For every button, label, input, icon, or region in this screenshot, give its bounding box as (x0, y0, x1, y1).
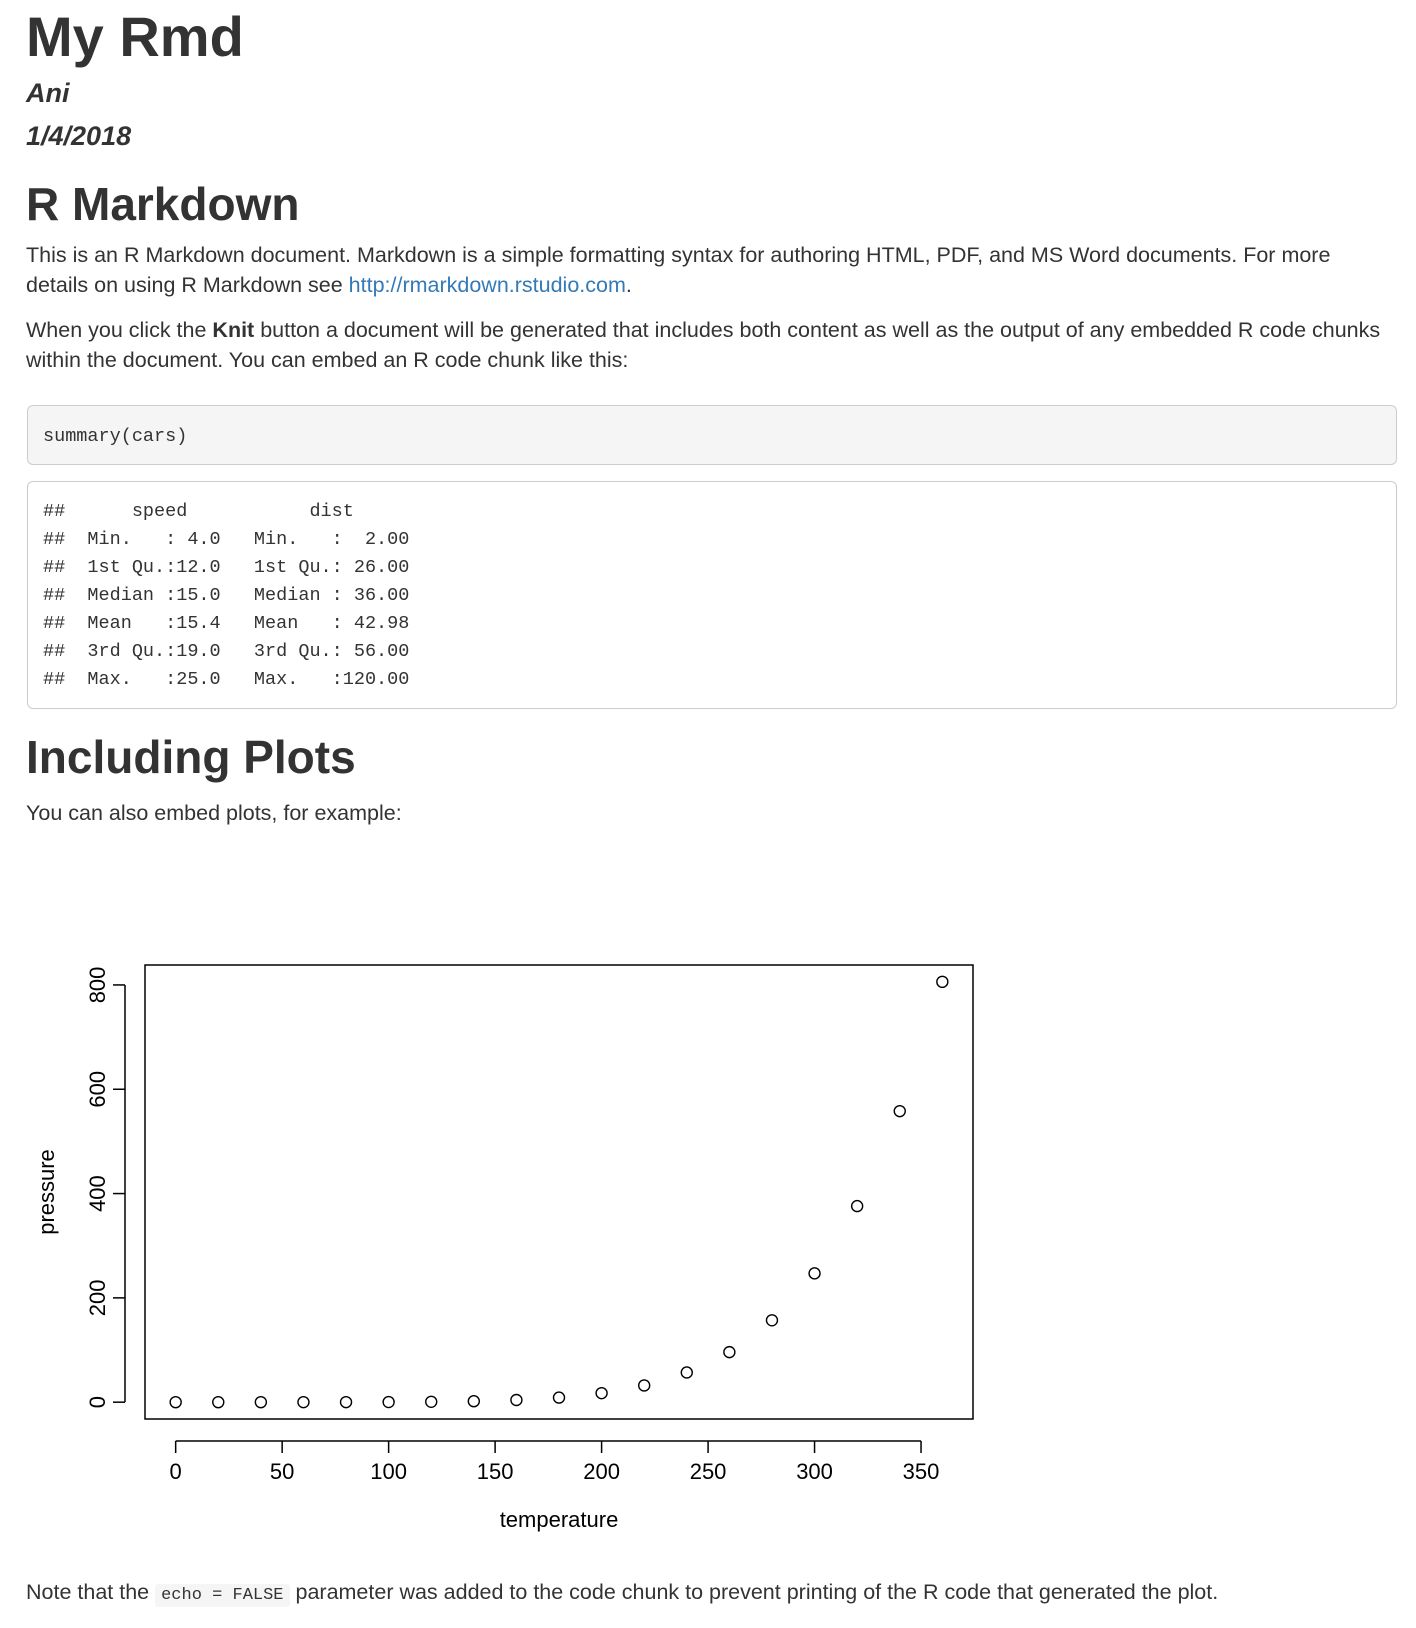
x-tick-label: 250 (689, 1459, 727, 1484)
data-point (341, 1397, 352, 1408)
section-heading-r-markdown: R Markdown (26, 178, 300, 230)
knit-bold-text: Knit (212, 318, 255, 342)
note-paragraph (26, 1577, 1386, 1611)
code-chunk-text: summary(cars) (43, 426, 188, 447)
intro-paragraph-end: . (625, 273, 632, 297)
data-point (766, 1315, 777, 1326)
output-line: ## speed dist (43, 501, 432, 522)
pressure-scatter-plot (0, 840, 1416, 1540)
data-point (213, 1397, 224, 1408)
y-axis (85, 967, 125, 1409)
data-point (554, 1392, 565, 1403)
data-point (468, 1396, 479, 1407)
data-point (809, 1268, 820, 1279)
plot-frame (145, 965, 973, 1419)
plots-intro-paragraph: You can also embed plots, for example: (26, 801, 402, 825)
knit-paragraph-end: button a document will be generated that includes both content as well as the output of any embedded R code chunks within the document. You can embed an R code chunk like this: (26, 318, 1381, 372)
echo-false-code: echo = FALSE (155, 1584, 289, 1607)
knit-paragraph-start: When you click the (26, 318, 213, 342)
x-tick-label: 150 (476, 1459, 514, 1484)
x-tick-label: 350 (902, 1459, 940, 1484)
data-points (170, 976, 948, 1407)
output-line: ## 1st Qu.:12.0 1st Qu.: 26.00 (43, 557, 432, 578)
knit-paragraph (26, 315, 1386, 375)
rmarkdown-link[interactable]: http://rmarkdown.rstudio.com (348, 273, 626, 297)
x-axis (170, 1441, 940, 1484)
x-tick-label: 50 (269, 1459, 295, 1484)
intro-paragraph-text: This is an R Markdown document. Markdown is a simple formatting syntax for authoring HTML, PDF, and MS Word documents. For more details on using R Markdown see (26, 243, 1331, 297)
document-date: 1/4/2018 (26, 121, 132, 151)
output-line: ## Max. :25.0 Max. :120.00 (43, 669, 432, 690)
x-tick-label: 0 (169, 1459, 182, 1484)
y-tick-label: 0 (85, 1396, 110, 1409)
y-axis-label: pressure (34, 1149, 59, 1235)
data-point (852, 1201, 863, 1212)
x-tick-label: 100 (370, 1459, 407, 1484)
x-tick-label: 300 (796, 1459, 833, 1484)
y-tick-label: 200 (85, 1279, 110, 1317)
note-end: parameter was added to the code chunk to prevent printing of the R code that generated the plot. (289, 1580, 1219, 1604)
note-start: Note that the (26, 1580, 156, 1604)
data-point (639, 1380, 650, 1391)
document-author: Ani (26, 78, 70, 108)
y-tick-label: 600 (85, 1070, 110, 1108)
data-point (383, 1397, 394, 1408)
x-axis-label: temperature (499, 1507, 619, 1532)
y-tick-label: 800 (85, 966, 110, 1004)
output-line: ## Median :15.0 Median : 36.00 (43, 585, 432, 606)
output-line: ## Mean :15.4 Mean : 42.98 (43, 613, 432, 634)
data-point (937, 976, 948, 987)
data-point (681, 1367, 692, 1378)
data-point (426, 1396, 437, 1407)
code-chunk-source (27, 405, 1397, 465)
code-chunk-output (27, 481, 1397, 709)
output-line: ## Min. : 4.0 Min. : 2.00 (43, 529, 432, 550)
intro-paragraph (26, 240, 1386, 300)
data-point (894, 1106, 905, 1117)
document-title: My Rmd (26, 5, 244, 68)
x-tick-label: 200 (583, 1459, 620, 1484)
data-point (298, 1397, 309, 1408)
data-point (255, 1397, 266, 1408)
section-heading-including-plots: Including Plots (26, 731, 356, 783)
data-point (596, 1388, 607, 1399)
data-point (511, 1394, 522, 1405)
data-point (170, 1397, 181, 1408)
output-line: ## 3rd Qu.:19.0 3rd Qu.: 56.00 (43, 641, 432, 662)
y-tick-label: 400 (85, 1175, 110, 1212)
data-point (724, 1347, 735, 1358)
